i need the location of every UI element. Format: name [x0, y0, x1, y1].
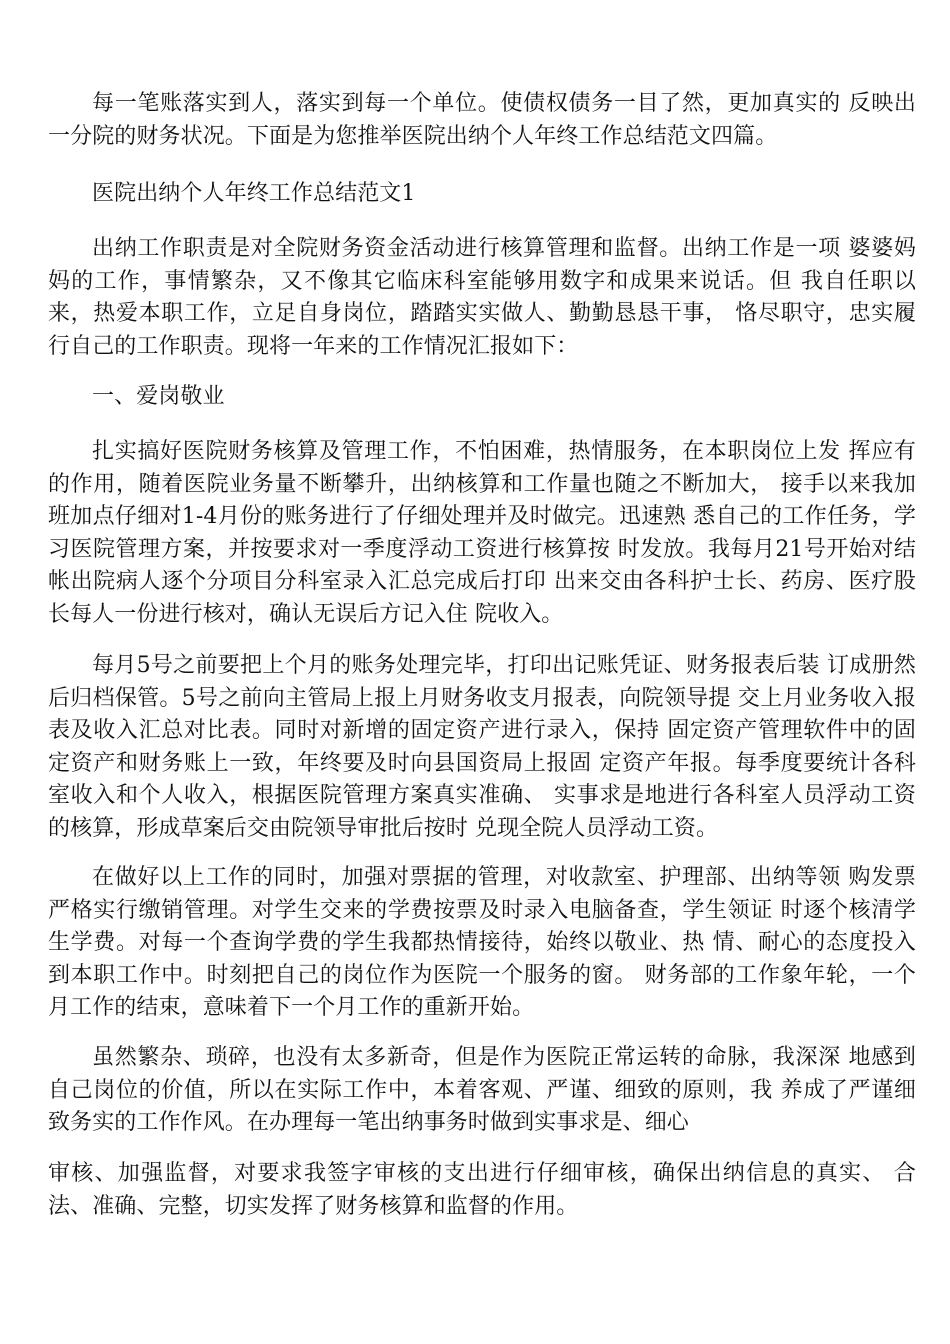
paragraph-intro: 每一笔账落实到人，落实到每一个单位。使债权债务一目了然，更加真实的 反映出一分院的财务状况。下面是为您推举医院出纳个人年终工作总结范文四篇。: [48, 91, 916, 149]
paragraph-work-style: 虽然繁杂、琐碎，也没有太多新奇，但是作为医院正常运转的命脉，我深深 地感到自己岗位的价值，所以在实际工作中，本着客观、严谨、细致的原则，我 养成了严谨细致务实的工作作风。在办理每一笔出纳事务时做到实事求是、细心: [48, 1045, 916, 1136]
paragraph-duties: 出纳工作职责是对全院财务资金活动进行核算管理和监督。出纳工作是一项 婆婆妈妈的工作，事情繁杂，又不像其它临床科室能够用数字和成果来说话。但 我自任职以来，热爱本职工作，立足自身岗位，踏踏实实做人、勤勤恳恳干事， 恪尽职守，忠实履行自己的工作职责。现将一年来的工作情况汇报如下：: [48, 236, 916, 359]
paragraph-monthly-reports: 每月5号之前要把上个月的账务处理完毕，打印出记账凭证、财务报表后装 订成册然后归档保管。5号之前向主管局上报上月财务收支月报表，向院领导提 交上月业务收入报表及收入汇总对比表。同时对新增的固定资产进行录入，保持 固定资产管理软件中的固定资产和财务账上一致，年终要及时向县国资局上报固 定资产年报。每季度要统计各科室收入和个人收入，根据医院管理方案真实准确、 实事求是地进行各科室人员浮动工资的核算，形成草案后交由院领导审批后按时 兑现全院人员浮动工资。: [48, 653, 916, 841]
subsection-heading: 一、爱岗敬业: [92, 384, 225, 409]
section-title: 医院出纳个人年终工作总结范文1: [92, 181, 416, 206]
paragraph-receipts: 在做好以上工作的同时，加强对票据的管理，对收款室、护理部、出纳等领 购发票严格实行缴销管理。对学生交来的学费按票及时录入电脑备查，学生领证 时逐个核清学生学费。对每一个查询学费的学生我都热情接待，始终以敬业、热 情、耐心的态度投入到本职工作中。时刻把自己的岗位作为医院一个服务的窗。 财务部的工作象年轮，一个月工作的结束，意味着下一个月工作的重新开始。: [48, 865, 916, 1021]
paragraph-accounting: 扎实搞好医院财务核算及管理工作，不怕困难，热情服务，在本职岗位上发 挥应有的作用，随着医院业务量不断攀升，出纳核算和工作量也随之不断加大， 接手以来我加班加点仔细对1-4月份的账务进行了仔细处理并及时做完。迅速熟 悉自己的工作任务，学习医院管理方案，并按要求对一季度浮动工资进行核算按 时发放。我每月21号开始对结帐出院病人逐个分项目分科室录入汇总完成后打印 出来交由各科护士长、药房、医疗股长每人一份进行核对，确认无误后方记入住 院收入。: [48, 439, 916, 627]
paragraph-continuation: 审核、加强监督，对要求我签字审核的支出进行仔细审核，确保出纳信息的真实、 合法、准确、完整，切实发挥了财务核算和监督的作用。: [48, 1161, 916, 1219]
